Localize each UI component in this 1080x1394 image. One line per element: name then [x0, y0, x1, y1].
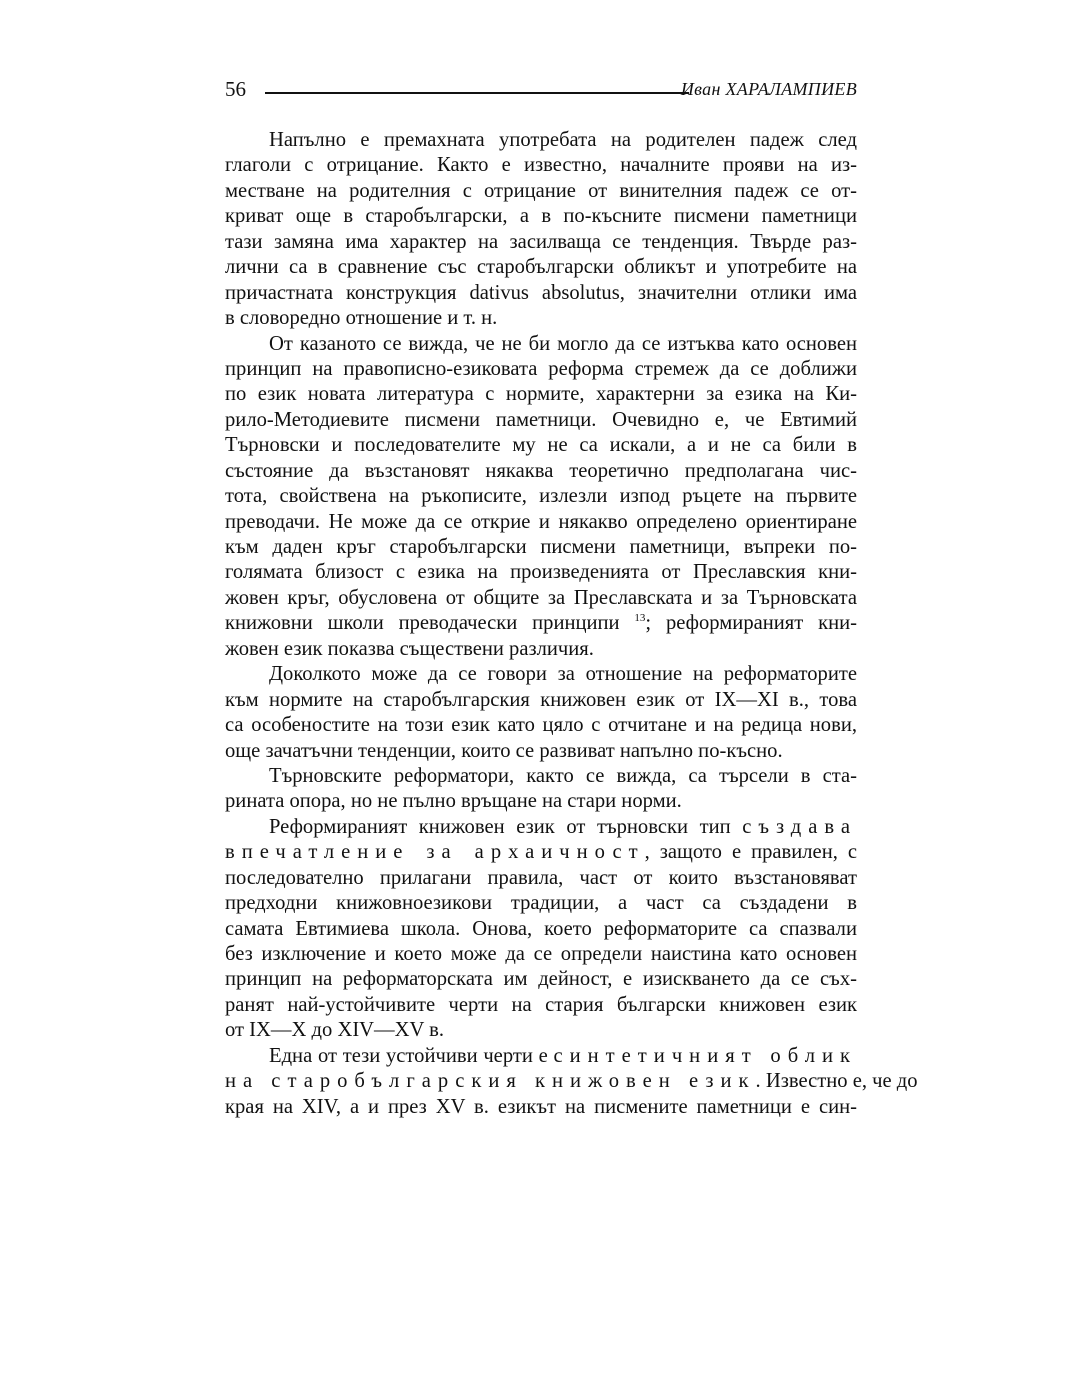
text-line: рината опора, но не пълно връщане на стари норми.	[225, 790, 682, 813]
text-line: глаголи с отрицание. Както е известно, началните прояви на из-	[225, 154, 857, 177]
text-line: жовен кръг, обусловена от общите за Преславската и за Търновската	[225, 586, 857, 609]
text-line: по език новата литература с нормите, характерни за езика на Ки-	[225, 383, 857, 406]
text-line: края на XIV, а и през XV в. езикът на писмените паметници е син-	[225, 1095, 857, 1118]
text-line: още зачатъчни тенденции, които се развиват напълно по-късно.	[225, 739, 783, 762]
document-page	[225, 0, 918, 1394]
spaced-emphasis: впечатление за архаичност	[225, 841, 645, 864]
paragraph	[225, 1044, 918, 1120]
text-fragment: . Известно е, че до	[755, 1070, 918, 1093]
paragraph	[225, 128, 857, 332]
paragraph	[225, 332, 857, 663]
text-line: От казаното се вижда, че не би могло да се изтъква като основен	[269, 332, 857, 355]
text-line: самата Евтимиева школа. Онова, което реформаторите са спазвали	[225, 917, 857, 940]
text-line: последователно прилагани правила, част от които възстановяват	[225, 866, 857, 889]
text-line-with-emphasis	[225, 840, 857, 865]
text-line: към даден кръг старобългарски писмени паметници, въпреки по-	[225, 536, 857, 558]
text-line: предходни книжовноезикови традиции, а част са създадени в	[225, 892, 857, 915]
spaced-emphasis: синтетичният облик	[553, 1044, 857, 1067]
paragraph	[225, 764, 857, 815]
running-head-author: Иван ХАРАЛАМПИЕВ	[680, 79, 857, 99]
text-line-with-emphasis	[225, 1069, 918, 1094]
paragraph	[225, 662, 857, 764]
text-fragment: ; реформираният кни-	[645, 612, 857, 635]
footnote-reference: 13	[634, 612, 646, 625]
text-line: голямата близост с езика на произведенията от Преславския кни-	[225, 561, 857, 584]
text-line: без изключение и което може да се определи наистина като основен	[225, 943, 857, 965]
text-line: от IX—X до XIV—XV в.	[225, 1019, 445, 1042]
text-line: местване на родителния с отрицание от винителния падеж се от-	[225, 179, 857, 202]
text-line: състояние да възстановят някаква теоретично предполагана чис-	[225, 459, 857, 482]
text-line: преводачи. Не може да се открие и някакво определено ориентиране	[225, 510, 857, 533]
text-line: рило-Методиевите писмени паметници. Очевидно е, че Евтимий	[225, 408, 857, 431]
text-line: са особеностите на този език като цяло с отчитане и на редица нови,	[225, 714, 857, 737]
text-line: към нормите на старобългарския книжовен език от IX—XI в., това	[225, 688, 857, 711]
text-line: криват още в старобългарски, а в по-късните писмени паметници	[225, 205, 857, 228]
page-number: 56	[225, 77, 246, 101]
text-line: причастната конструкция dativus absolutus, значителни отлики има	[225, 281, 857, 304]
text-line: ранят най-устойчивите черти на стария български книжовен език	[225, 993, 857, 1016]
text-line: Търновските реформатори, както се вижда, са търсели в ста-	[269, 764, 857, 787]
text-line-with-emphasis	[225, 815, 857, 840]
paragraph	[225, 815, 857, 1044]
text-line: принцип на реформаторската им дейност, е изискването да се съх-	[225, 968, 857, 991]
body-text	[225, 128, 918, 1120]
text-line: в словоредно отношение и т. н.	[225, 307, 498, 330]
text-line: тота, свойствена на ръкописите, излезли изпод ръцете на първите	[225, 485, 857, 508]
text-line-with-footnote	[225, 611, 857, 636]
text-line: лични са в сравнение със старобългарски обликът и употребите на	[225, 256, 857, 279]
text-fragment: , защото е правилен, с	[644, 841, 858, 864]
text-line: Доколкото може да се говори за отношение на реформаторите	[269, 663, 857, 686]
text-fragment: Реформираният книжовен език от търновски тип	[269, 815, 731, 838]
text-line: Напълно е премахната употребата на родителен падеж след	[269, 129, 857, 151]
spaced-emphasis: на старобългарския книжовен език	[225, 1070, 756, 1093]
text-line: тази замяна има характер на засилваща се тенденция. Твърде раз-	[225, 230, 857, 253]
text-fragment: книжовни школи преводачески принципи	[225, 612, 620, 635]
running-head	[225, 76, 857, 104]
text-line-with-emphasis	[225, 1044, 857, 1069]
text-line: принцип на правописно-езиковата реформа стремеж да се доближи	[225, 357, 857, 380]
text-line: жовен език показва съществени различия.	[225, 637, 594, 660]
text-fragment: Една от тези устойчиви черти е	[269, 1044, 548, 1067]
spaced-emphasis: създава	[742, 815, 857, 838]
text-line: Търновски и последователите му не са искали, а и не са били в	[225, 434, 857, 457]
header-rule	[265, 92, 689, 94]
